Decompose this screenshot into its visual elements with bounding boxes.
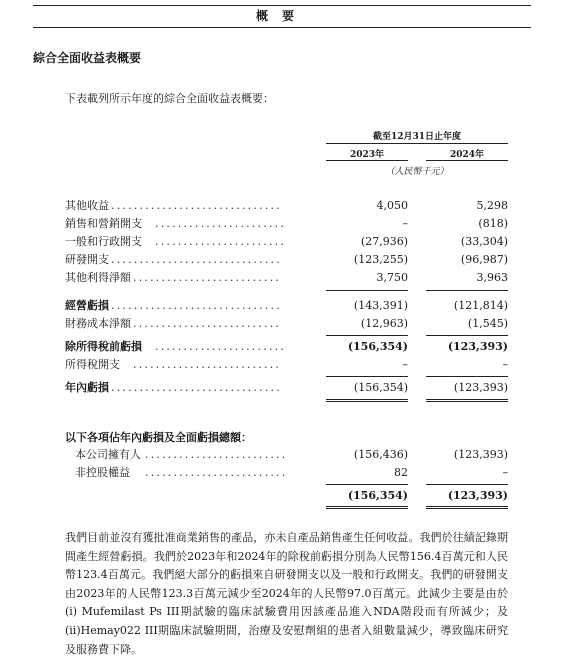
row-label: 經營虧損 xyxy=(65,299,109,312)
subtotal-rule-2024 xyxy=(426,484,508,485)
subtotal-rule-2023 xyxy=(326,335,408,336)
col1-rule xyxy=(326,160,408,161)
row-label: 本公司擁有人 xyxy=(75,448,141,461)
value-2023: (156,436) xyxy=(353,448,408,461)
section-title: 綜合全面收益表概要 xyxy=(33,51,142,65)
body-paragraph: 我們目前並沒有獲批准商業銷售的產品，亦未自產品銷售產生任何收益。我們於往績記錄期間產生經營虧損。我們於2023年和2024年的除稅前虧損分別為人民幣156.4百萬元和人民幣123.4百萬元。我們絕大部分的虧損來自研發開支以及一般和行政開支。我們的研發開支由2023年的人民幣123.3百萬元減少至2024年的人民幣97.0百萬元。此減少主要是由於(i) Mufemilast Ps III期試驗的臨床試驗費用因該產品進入NDA階段而有所減少；及(ii)Hemay022 III期臨床試驗期間，治療及安慰劑組的患者入組數量減少，導致臨床研究及服務費下降。 xyxy=(65,531,508,656)
value-2023: 82 xyxy=(394,466,408,479)
subtotal-rule-2024 xyxy=(426,376,508,377)
leader-dots: ....................... xyxy=(155,217,287,230)
row-label: 除所得稅前虧損 xyxy=(65,340,142,353)
value-2024: (818) xyxy=(478,217,508,230)
attribution-heading: 以下各項佔年內虧損及全面虧損總額： xyxy=(65,431,252,444)
value-2023: (12,963) xyxy=(360,317,408,330)
table-row xyxy=(65,251,508,269)
col-2024-header: 2024年 xyxy=(449,150,485,160)
value-2024: (33,304) xyxy=(460,235,508,248)
value-2024: – xyxy=(502,358,508,371)
leader-dots: .......................... xyxy=(133,358,282,371)
value-2023: (156,354) xyxy=(353,381,408,394)
row-label: 其他收益 xyxy=(65,199,109,212)
value-2024: (123,393) xyxy=(453,381,508,394)
total-2023: (156,354) xyxy=(347,489,408,502)
value-2024: 5,298 xyxy=(476,199,508,212)
total-2024: (123,393) xyxy=(447,489,508,502)
table-row xyxy=(65,315,508,333)
value-2023: (143,391) xyxy=(353,299,408,312)
value-2024: (1,545) xyxy=(467,317,508,330)
leader-dots: .......................... xyxy=(133,317,282,330)
subtotal-rule-2024 xyxy=(426,335,508,336)
subtotal-rule-2023 xyxy=(326,484,408,485)
value-2024: (121,814) xyxy=(453,299,508,312)
row-label: 研發開支 xyxy=(65,253,109,266)
value-2023: (156,354) xyxy=(347,340,408,353)
leader-dots: .............................. xyxy=(111,199,282,212)
value-2023: (123,255) xyxy=(353,253,408,266)
table-row xyxy=(65,446,508,464)
table-row xyxy=(65,464,508,482)
unit-label: （人民幣千元） xyxy=(385,167,449,177)
row-label: 所得稅開支 xyxy=(65,358,120,371)
intro-text: 下表載列所示年度的綜合全面收益表概要： xyxy=(65,92,274,105)
value-2023: (27,936) xyxy=(360,235,408,248)
table-row xyxy=(65,197,508,215)
total-double-rule-2023 xyxy=(326,399,408,402)
leader-dots: ......................... xyxy=(145,448,288,461)
table-row-loss-for-year xyxy=(65,379,508,397)
table-row-loss-before-tax xyxy=(65,338,508,356)
leader-dots: .............................. xyxy=(111,299,282,312)
subtotal-rule-2024 xyxy=(426,290,508,291)
value-2023: – xyxy=(402,217,408,230)
period-header: 截至12月31日止年度 xyxy=(372,132,462,142)
col2-rule xyxy=(426,160,508,161)
leader-dots: .............................. xyxy=(111,381,282,394)
table-row-operating-loss xyxy=(65,297,508,315)
table-row xyxy=(65,233,508,251)
subtotal-rule-2023 xyxy=(326,376,408,377)
leader-dots: ....................... xyxy=(155,340,287,353)
value-2024: 3,963 xyxy=(476,271,508,284)
header-rule xyxy=(326,143,508,144)
section-banner: 概要 xyxy=(33,5,531,28)
value-2023: 3,750 xyxy=(376,271,408,284)
row-label: 年內虧損 xyxy=(65,381,109,394)
total-double-rule-2024 xyxy=(426,506,508,509)
value-2024: – xyxy=(502,466,508,479)
table-row xyxy=(65,269,508,287)
total-double-rule-2023 xyxy=(326,506,408,509)
row-label: 一般和行政開支 xyxy=(65,235,142,248)
value-2023: 4,050 xyxy=(376,199,408,212)
row-label: 財務成本淨額 xyxy=(65,317,131,330)
value-2024: (123,393) xyxy=(453,448,508,461)
value-2023: – xyxy=(402,358,408,371)
value-2024: (123,393) xyxy=(447,340,508,353)
value-2024: (96,987) xyxy=(460,253,508,266)
total-double-rule-2024 xyxy=(426,399,508,402)
table-row xyxy=(65,356,508,374)
leader-dots: .......................... xyxy=(133,271,282,284)
col-2023-header: 2023年 xyxy=(349,150,385,160)
table-row xyxy=(65,215,508,233)
subtotal-rule-2023 xyxy=(326,290,408,291)
row-label: 其他利得淨額 xyxy=(65,271,131,284)
row-label: 非控股權益 xyxy=(75,466,130,479)
leader-dots: ....................... xyxy=(155,235,287,248)
row-label: 銷售和營銷開支 xyxy=(65,217,142,230)
leader-dots: ......................... xyxy=(145,466,288,479)
leader-dots: .............................. xyxy=(111,253,282,266)
table-row-total xyxy=(65,487,508,505)
